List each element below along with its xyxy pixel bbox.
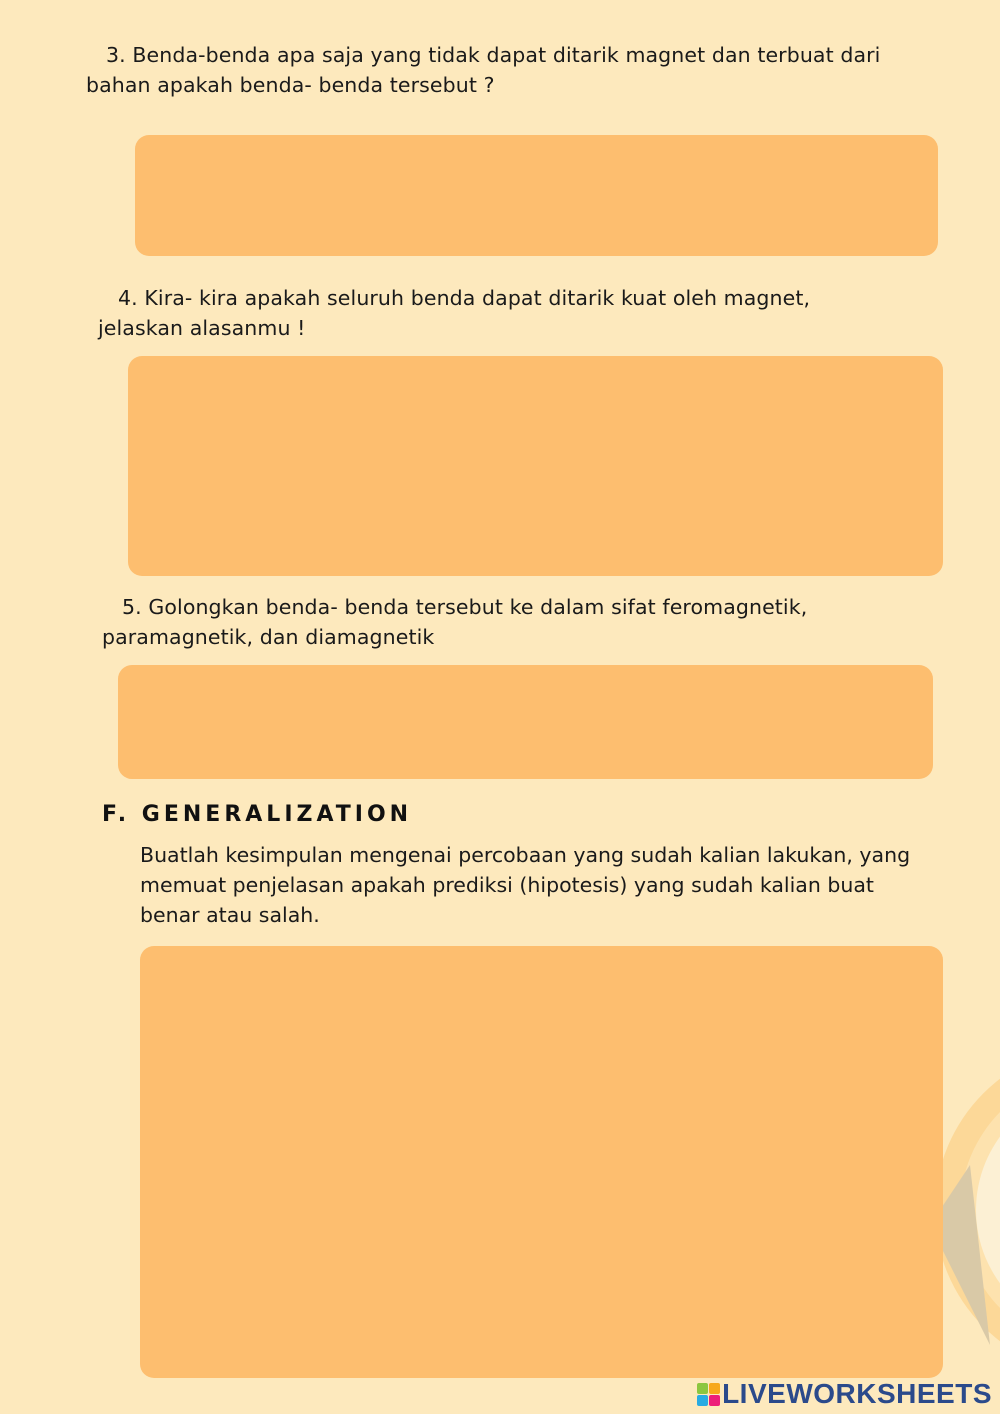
answer-box-generalization[interactable]	[140, 946, 943, 1378]
question-text: Benda-benda apa saja yang tidak dapat ditarik magnet dan terbuat dari bahan apakah benda- benda tersebut ?	[86, 43, 881, 97]
question-number: 4.	[118, 286, 138, 310]
answer-box-3[interactable]	[135, 135, 938, 256]
question-text: Golongkan benda- benda tersebut ke dalam sifat feromagnetik, paramagnetik, dan diamagnetik	[102, 595, 808, 649]
answer-box-4[interactable]	[128, 356, 943, 576]
generalization-instructions: Buatlah kesimpulan mengenai percobaan yang sudah kalian lakukan, yang memuat penjelasan apakah prediksi (hipotesis) yang sudah kalian buat benar atau salah.	[140, 843, 911, 927]
question-4	[98, 283, 878, 343]
section-heading: F. GENERALIZATION	[102, 802, 413, 827]
question-3	[86, 40, 946, 100]
answer-box-5[interactable]	[118, 665, 933, 779]
liveworksheets-logo	[697, 1378, 992, 1410]
brand-logo-icon	[697, 1383, 720, 1406]
question-text: Kira- kira apakah seluruh benda dapat ditarik kuat oleh magnet, jelaskan alasanmu !	[98, 286, 811, 340]
question-number: 5.	[122, 595, 142, 619]
brand-name: LIVEWORKSHEETS	[722, 1378, 992, 1409]
question-5	[102, 592, 882, 652]
question-number: 3.	[106, 43, 126, 67]
